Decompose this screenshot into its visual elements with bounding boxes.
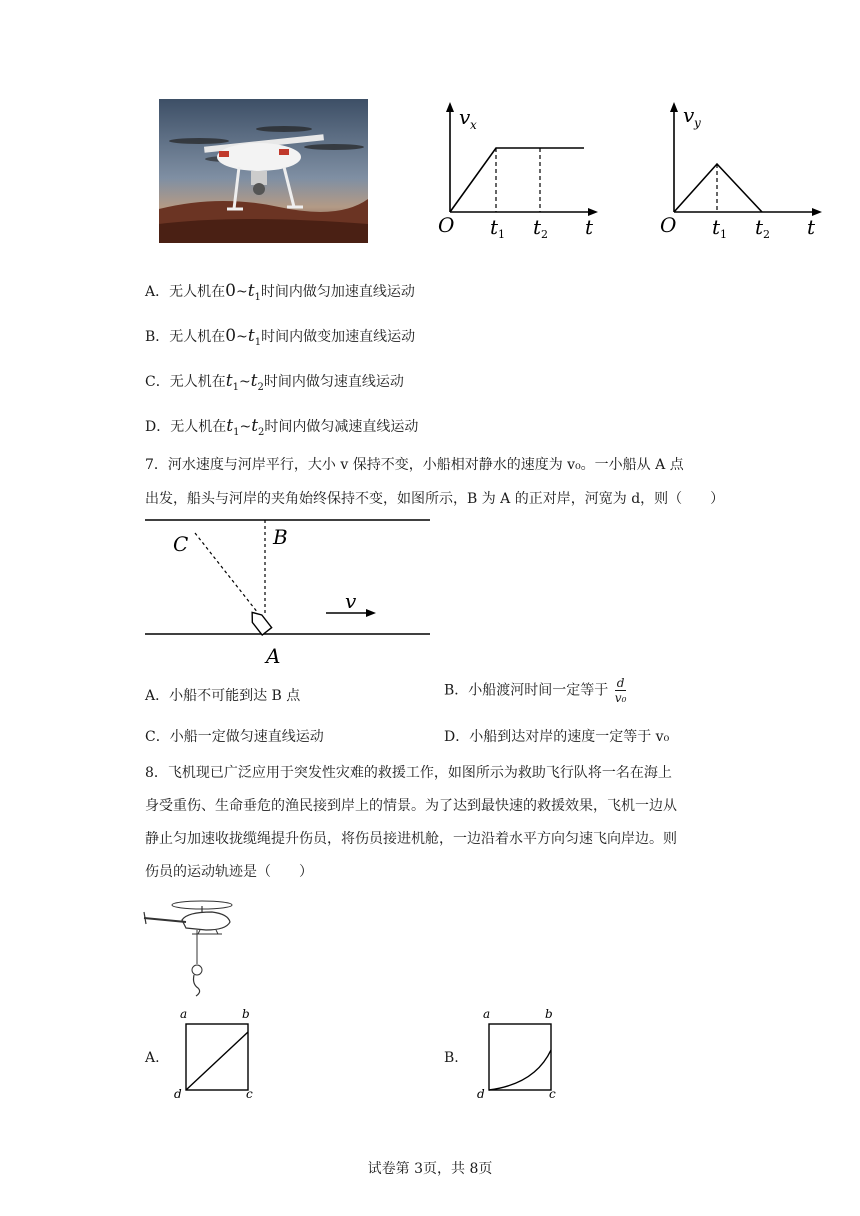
option-letter: B． (145, 329, 170, 345)
vy-t2: t (755, 215, 764, 239)
box-label-a: a (483, 1007, 491, 1021)
vx-xlabel: t (585, 215, 594, 239)
vx-graph (428, 98, 600, 240)
q8-stem-line2: 身受重伤、生命垂危的渔民接到岸上的情景。为了达到最快速的救援效果，飞机一边从 (145, 798, 677, 814)
box-label-d: d (174, 1087, 182, 1101)
q8-stem-line1: 8．飞机现已广泛应用于突发性灾难的救援工作，如图所示为救助飞行队将一名在海上 (145, 765, 672, 781)
q7-stem-line2: 出发，船头与河岸的夹角始终保持不变，如图所示，B 为 A 的正对岸，河宽为 d，则（ ） (145, 491, 725, 507)
option-letter: D． (145, 419, 171, 435)
river-figure (140, 515, 440, 670)
option-letter: A． (145, 284, 170, 300)
label-b: B (273, 525, 288, 549)
vy-ysub: y (694, 116, 701, 130)
q8-stem-line4: 伤员的运动轨迹是（ ） (145, 864, 313, 880)
q7-option-a[interactable]: A．小船不可能到达 B 点 (145, 688, 301, 704)
q7-option-d[interactable]: D．小船到达对岸的速度一定等于 v₀ (444, 729, 670, 745)
vy-ylabel: v (683, 103, 695, 127)
vx-ylabel: v (459, 105, 471, 129)
box-label-b: b (545, 1007, 553, 1021)
vy-xlabel: t (807, 215, 816, 239)
q8-option-b-letter[interactable]: B. (444, 1050, 459, 1066)
q7-option-b[interactable]: B．小船渡河时间一定等于 $\frac{d}{\text{v₀}}$ (444, 676, 627, 705)
label-v: v (345, 589, 357, 613)
q6-option-b[interactable]: B．无人机在$0\sim t_1$时间内做变加速直线运动 (145, 326, 416, 348)
box-label-c: c (246, 1087, 253, 1101)
q8-option-a-figure[interactable] (172, 1006, 264, 1102)
box-label-b: b (242, 1007, 250, 1021)
q8-option-b-figure[interactable] (475, 1006, 567, 1102)
label-a: A (266, 644, 281, 668)
vy-origin: O (660, 213, 677, 237)
vy-t1: t (712, 215, 721, 239)
vx-t1-sub: 1 (498, 228, 505, 240)
helicopter-figure (142, 898, 234, 998)
box-label-c: c (549, 1087, 556, 1101)
option-letter: C． (145, 374, 170, 390)
label-c: C (173, 532, 189, 556)
box-label-a: a (180, 1007, 188, 1021)
q8-option-a-letter[interactable]: A. (145, 1050, 160, 1066)
q6-option-a[interactable]: A．无人机在$0\sim t_1$时间内做匀加速直线运动 (145, 281, 415, 303)
vy-t2-sub: 2 (763, 228, 770, 240)
q7-option-c[interactable]: C．小船一定做匀速直线运动 (145, 729, 324, 745)
vy-graph (652, 98, 824, 240)
q7-stem-line1: 7．河水速度与河岸平行，大小 v 保持不变，小船相对静水的速度为 v₀。一小船从 A 点 (145, 457, 684, 473)
vy-t1-sub: 1 (720, 228, 727, 240)
fraction-d-over-v0: $\frac{d}{\text{v₀}}$ (614, 676, 627, 705)
vx-t2-sub: 2 (541, 228, 548, 240)
q6-option-c[interactable]: C．无人机在$t_1\sim t_2$时间内做匀速直线运动 (145, 371, 404, 393)
vx-ysub: x (470, 118, 477, 132)
q8-stem-line3: 静止匀加速收拢缆绳提升伤员，将伤员接进机舱，一边沿着水平方向匀速飞向岸边。则 (145, 831, 677, 847)
drone-photo (159, 99, 368, 243)
vx-t2: t (533, 215, 542, 239)
vx-t1: t (490, 215, 499, 239)
box-label-d: d (477, 1087, 485, 1101)
q6-option-d[interactable]: D．无人机在$t_1\sim t_2$时间内做匀减速直线运动 (145, 416, 419, 438)
vx-origin: O (438, 213, 455, 237)
page-footer: 试卷第 3页，共 8页 (367, 1161, 493, 1177)
